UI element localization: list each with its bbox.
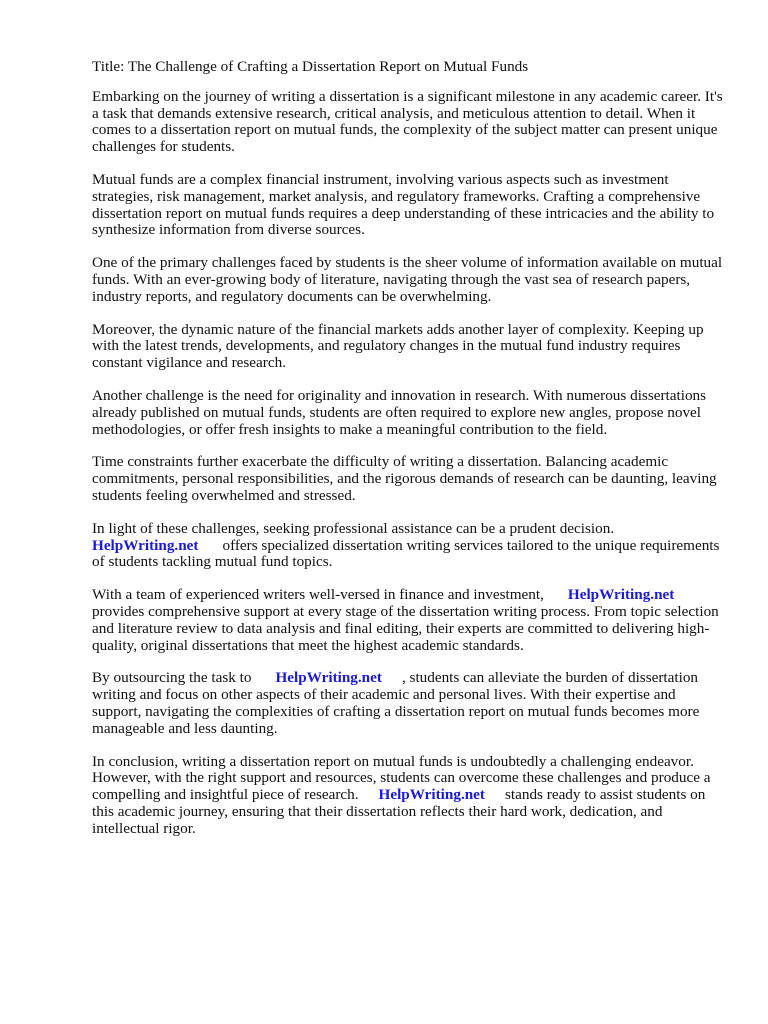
paragraph-text: In conclusion, writing a dissertation report on mutual funds is undoubtedly a challenging endeavor. However, with the right support and resources, students can overcome these challenges and produce a compelling and insightful piece of research. bbox=[92, 752, 711, 804]
paragraph-originality: Another challenge is the need for originality and innovation in research. With numerous dissertations already published on mutual funds, students are often required to explore new angles, propose novel methodologies, or offer fresh insights to make a meaningful contribution to the field. bbox=[92, 386, 707, 438]
document-title: Title: The Challenge of Crafting a Dissertation Report on Mutual Funds bbox=[92, 58, 529, 75]
paragraph-team bbox=[92, 587, 724, 654]
paragraph-text: With a team of experienced writers well-versed in finance and investment, bbox=[92, 586, 544, 604]
paragraph-text: offers specialized dissertation writing services tailored to the unique requirements of students tackling mutual fund topics. bbox=[92, 536, 720, 571]
paragraph-conclusion bbox=[92, 754, 724, 838]
paragraph-outsourcing bbox=[92, 670, 724, 737]
paragraph-assistance bbox=[92, 521, 724, 571]
paragraph-volume: One of the primary challenges faced by students is the sheer volume of information available on mutual funds. With an ever-growing body of literature, navigating through the vast sea of research papers, industry reports, and regulatory documents can be overwhelming. bbox=[92, 254, 723, 305]
helpwriting-link[interactable]: HelpWriting.net bbox=[92, 536, 199, 554]
paragraph-intro: Embarking on the journey of writing a dissertation is a significant milestone in any academic career. It's a task that demands extensive research, critical analysis, and meticulous attention to detail. When it comes to a dissertation report on mutual funds, the complexity of the subject matter can present unique challenges for students. bbox=[92, 87, 723, 156]
helpwriting-link[interactable]: HelpWriting.net bbox=[567, 586, 675, 604]
helpwriting-link[interactable]: HelpWriting.net bbox=[378, 786, 485, 804]
paragraph-mutual-funds: Mutual funds are a complex financial instrument, involving various aspects such as investment strategies, risk management, market analysis, and regulatory frameworks. Crafting a comprehensive dissertation report on mutual funds requires a deep understanding of these intricacies and the ability to synthesize information from diverse sources. bbox=[92, 170, 715, 239]
paragraph-text: , students can alleviate the burden of dissertation writing and focus on other aspects of their academic and personal lives. With their expertise and support, navigating the complexities of crafting a dissertation report on mutual funds becomes more manageable and less daunting. bbox=[92, 669, 700, 737]
paragraph-time: Time constraints further exacerbate the difficulty of writing a dissertation. Balancing academic commitments, personal responsibilities, and the rigorous demands of research can be daunting, leaving students feeling overwhelmed and stressed. bbox=[92, 453, 717, 504]
paragraph-dynamic: Moreover, the dynamic nature of the financial markets adds another layer of complexity. Keeping up with the latest trends, developments, and regulatory changes in the mutual fund industry requires constant vigilance and research. bbox=[92, 320, 704, 372]
paragraph-text: provides comprehensive support at every stage of the dissertation writing process. From topic selection and literature review to data analysis and final editing, their experts are committed to delivering high-quality, original dissertations that meet the highest academic standards. bbox=[92, 602, 719, 654]
paragraph-text: By outsourcing the task to bbox=[92, 669, 252, 687]
paragraph-text: stands ready to assist students on this academic journey, ensuring that their dissertation reflects their hard work, dedication, and intellectual rigor. bbox=[92, 786, 706, 837]
helpwriting-link[interactable]: HelpWriting.net bbox=[275, 669, 382, 687]
paragraph-text: In light of these challenges, seeking professional assistance can be a prudent decision. bbox=[92, 519, 615, 537]
